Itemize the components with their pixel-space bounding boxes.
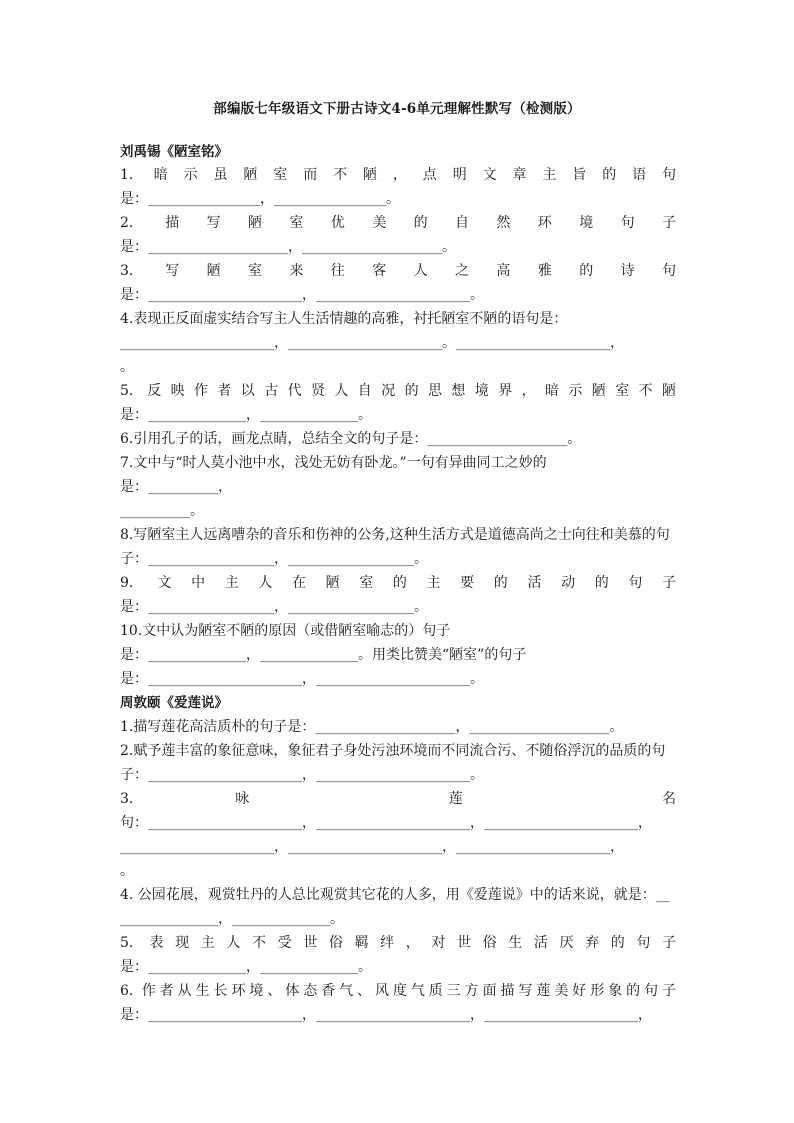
question-text: 5. 反映作者以古代贤人自况的思想境界，暗示陋室不陋 [120, 383, 676, 399]
answer-line: 句：______________________，______________________，______________________， [120, 815, 652, 831]
answer-line: 。 [120, 863, 134, 879]
answer-line: 是：______________，______________。 [120, 959, 372, 975]
question-text: 7.文中与“时人莫小池中水，浅处无妨有卧龙。”一句有异曲同工之妙的 [120, 455, 547, 471]
section-heading: 周敦颐《爱莲说》 [120, 695, 228, 711]
answer-line: 子：__________________，__________________。 [120, 551, 428, 567]
question-text: 5. 表现主人不受世俗羁绊，对世俗生活厌弃的句子 [120, 935, 676, 951]
question-text: 10.文中认为陋室不陋的原因（或借陋室喻志的）句子 [120, 623, 451, 639]
answer-line: ______________________，______________________，______________________， [120, 839, 624, 855]
section-heading: 刘禹锡《陋室铭》 [120, 144, 228, 160]
answer-line: 是：__________， [120, 479, 232, 495]
question-text: 6. 作者从生长环境、体态香气、风度气质三方面描写莲美好形象的句子 [120, 983, 676, 999]
answer-line: 是：______________，______________。 [120, 407, 372, 423]
answer-line: 是：____________________，____________________。 [120, 239, 456, 255]
page-title: 部编版七年级语文下册古诗文4-6单元理解性默写（检测版） [213, 101, 581, 117]
question-text: 6.引用孔子的话，画龙点睛，总结全文的句子是：____________________。 [120, 431, 582, 447]
answer-line: 是：______________，______________。用类比赞美“陋室”的句子 [120, 647, 527, 663]
question-text: 2. 描写陋室优美的自然环境句子 [120, 215, 676, 231]
answer-line: ______________________，______________________。______________________， [120, 335, 624, 351]
question-text: 4.表现正反面虚实结合写主人生活情趣的高雅，衬托陋室不陋的语句是： [120, 311, 568, 327]
answer-line: 是：________________，________________。 [120, 191, 400, 207]
answer-line: 子：______________________，______________________。 [120, 767, 484, 783]
question-text: 2.赋予莲丰富的象征意味，象征君子身处污浊环境而不同流合污、不随俗浮沉的品质的句 [120, 743, 666, 759]
question-text: 1. 暗示虽陋室而不陋，点明文章主旨的语句 [120, 167, 676, 183]
question-text: 3. 写陋室来往客人之高雅的诗句 [120, 263, 676, 279]
answer-line: 是：______________________，______________________。 [120, 287, 484, 303]
answer-line: __________。 [120, 503, 204, 519]
question-text: 9. 文中主人在陋室的主要的活动的句子 [120, 575, 676, 591]
answer-line: 。 [120, 359, 134, 375]
answer-line: 是：______________________，______________________。 [120, 671, 484, 687]
question-text: 4. 公园花展，观赏牡丹的人总比观赏其它花的人多，用《爱莲说》中的话来说，就是：__ [120, 887, 670, 903]
question-text: 8.写陋室主人远离嘈杂的音乐和伤神的公务,这种生活方式是道德高尚之士向往和美慕的句 [120, 527, 670, 543]
question-text: 3. 咏 莲 名 [120, 791, 676, 807]
answer-line: ______________，______________。 [120, 911, 344, 927]
answer-line: 是：__________________，__________________。 [120, 599, 428, 615]
answer-line: 是：______________________，______________________，______________________， [120, 1007, 652, 1023]
question-text: 1.描写莲花高洁质朴的句子是：____________________，____________________。 [120, 719, 624, 735]
